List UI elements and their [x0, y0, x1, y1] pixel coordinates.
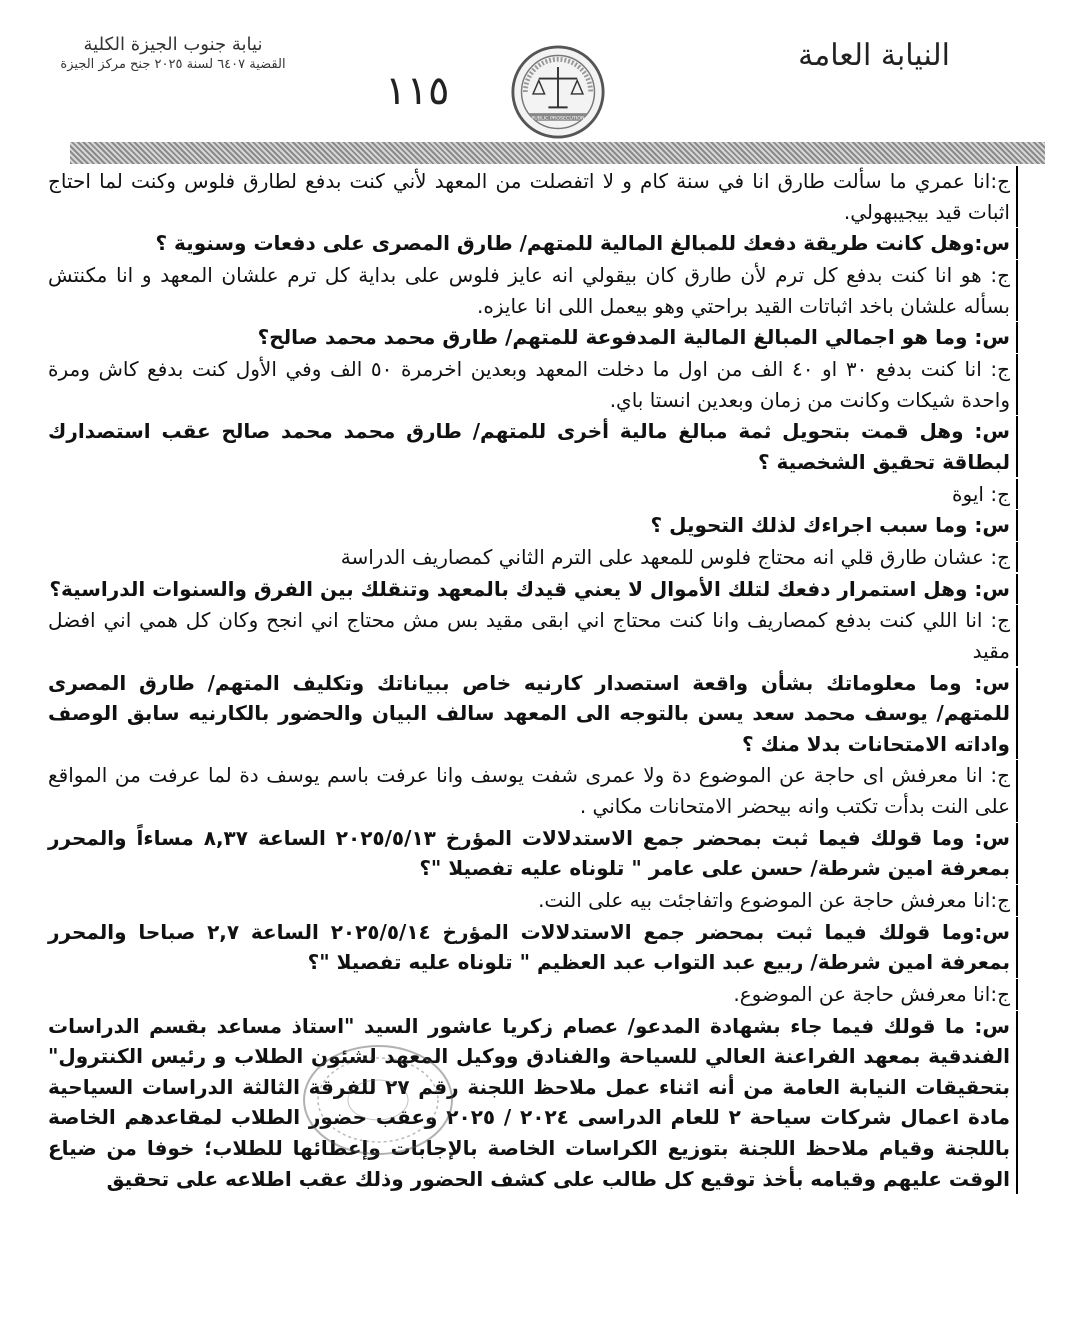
answer-line: ج: انا معرفش اى حاجة عن الموضوع دة ولا عمرى شفت يوسف وانا عرفت باسم يوسف دة لما عرفت من المواقع على النت بدأت تكتب وانه بيحضر الامتحانات مكاني . — [48, 760, 1018, 821]
prosecution-header — [38, 34, 308, 72]
question-line: س: وما معلوماتك بشأن واقعة استصدار كارنيه خاص ببياناتك وتكليف المتهم/ طارق المصرى للمتهم/ يوسف محمد سعد يسن بالتوجه الى المعهد سالف البيان والحضور بالكارنيه سابق الوصف واداته الامتحانات بدلا منك ؟ — [48, 668, 1018, 760]
answer-line: ج:انا معرفش حاجة عن الموضوع واتفاجئت بيه على النت. — [48, 885, 1018, 916]
question-line: س: ما قولك فيما جاء بشهادة المدعو/ عصام زكريا عاشور السيد "استاذ مساعد بقسم الدراسات الفندقية بمعهد الفراعنة العالي للسياحة والفنادق ووكيل المعهد لشئون الطلاب و رئيس الكنترول" بتحقيقات النيابة العامة من أنه اثناء عمل ملاحظ اللجنة رقم ٢٧ للفرقة الثالثة الدراسات السياحية مادة اعمال شركات سياحة ٢ للعام الدراسى ٢٠٢٤ / ٢٠٢٥ وعقب حضور الطلاب لمقاعدهم الخاصة باللجنة وقيام ملاحظ اللجنة بتوزيع الكراسات الخاصة بالإجابات وإعطائها للطلاب؛ خوفا من ضياع الوقت عليهم وقيامه بأخذ توقيع كل طالب على كشف الحضور وذلك عقب اطلاعه على تحقيق — [48, 1011, 1018, 1195]
answer-line: ج: انا اللي كنت بدفع كمصاريف وانا كنت محتاج اني ابقى مقيد بس مش محتاج اني انجح وكان كل همي اني افضل مقيد — [48, 605, 1018, 666]
page-number: ١١٥ — [385, 68, 450, 114]
case-reference: القضية ٦٤٠٧ لسنة ٢٠٢٥ جنح مركز الجيزة — [60, 57, 286, 72]
question-line: س: وما سبب اجراءك لذلك التحويل ؟ — [48, 510, 1018, 541]
official-stamp-icon — [298, 1040, 458, 1160]
question-line: س: وما قولك فيما ثبت بمحضر جمع الاستدلالات المؤرخ ٢٠٢٥/٥/١٣ الساعة ٨,٣٧ مساءاً والمحرر بمعرفة امين شرطة/ حسن على عامر " تلوناه عليه تفصيلا "؟ — [48, 823, 1018, 884]
question-line: س:وما قولك فيما ثبت بمحضر جمع الاستدلالات المؤرخ ٢٠٢٥/٥/١٤ الساعة ٢,٧ صباحا والمحرر بمعرفة امين شرطة/ ربيع عبد التواب عبد العظيم " تلوناه عليه تفصيلا "؟ — [48, 917, 1018, 978]
answer-line: ج: انا كنت بدفع ٣٠ او ٤٠ الف من اول ما دخلت المعهد وبعدين اخرمرة ٥٠ الف وفي الأول كنت بدفع كاش ومرة واحدة شيكات وكانت من زمان وبعدين انستا باي. — [48, 354, 1018, 415]
office-title: النيابة العامة — [798, 38, 950, 73]
question-line: س: وهل استمرار دفعك لتلك الأموال لا يعني قيدك بالمعهد وتنقلك بين الفرق والسنوات الدراسية؟ — [48, 574, 1018, 605]
answer-line: ج:انا عمري ما سألت طارق انا في سنة كام و لا اتفصلت من المعهد لأني كنت بدفع لطارق فلوس وكنت لما احتاج اثبات قيد بيجيبهولي. — [48, 166, 1018, 227]
answer-line: ج: هو انا كنت بدفع كل ترم لأن طارق كان بيقولي انه عايز فلوس على بداية كل ترم علشان المعهد و انا مكنتش بسأله علشان باخد اثباتات القيد براحتي وهو بيعمل اللى انا عايزه. — [48, 260, 1018, 321]
interrogation-transcript — [48, 166, 1018, 1194]
question-line: س: وما هو اجمالي المبالغ المالية المدفوعة للمتهم/ طارق محمد محمد صالح؟ — [48, 322, 1018, 353]
question-line: س:وهل كانت طريقة دفعك للمبالغ المالية للمتهم/ طارق المصرى على دفعات وسنوية ؟ — [48, 228, 1018, 259]
answer-line: ج: ايوة — [48, 479, 1018, 510]
prosecution-name: نيابة جنوب الجيزة الكلية — [83, 34, 263, 55]
answer-line: ج: عشان طارق قلي انه محتاج فلوس للمعهد على الترم الثاني كمصاريف الدراسة — [48, 542, 1018, 573]
prosecution-emblem-icon — [510, 44, 606, 140]
answer-line: ج:انا معرفش حاجة عن الموضوع. — [48, 979, 1018, 1010]
header-divider-band — [70, 142, 1045, 164]
question-line: س: وهل قمت بتحويل ثمة مبالغ مالية أخرى للمتهم/ طارق محمد محمد صالح عقب استصدارك لبطاقة تحقيق الشخصية ؟ — [48, 416, 1018, 477]
emblem-label: PUBLIC PROSECUTION — [531, 116, 585, 122]
